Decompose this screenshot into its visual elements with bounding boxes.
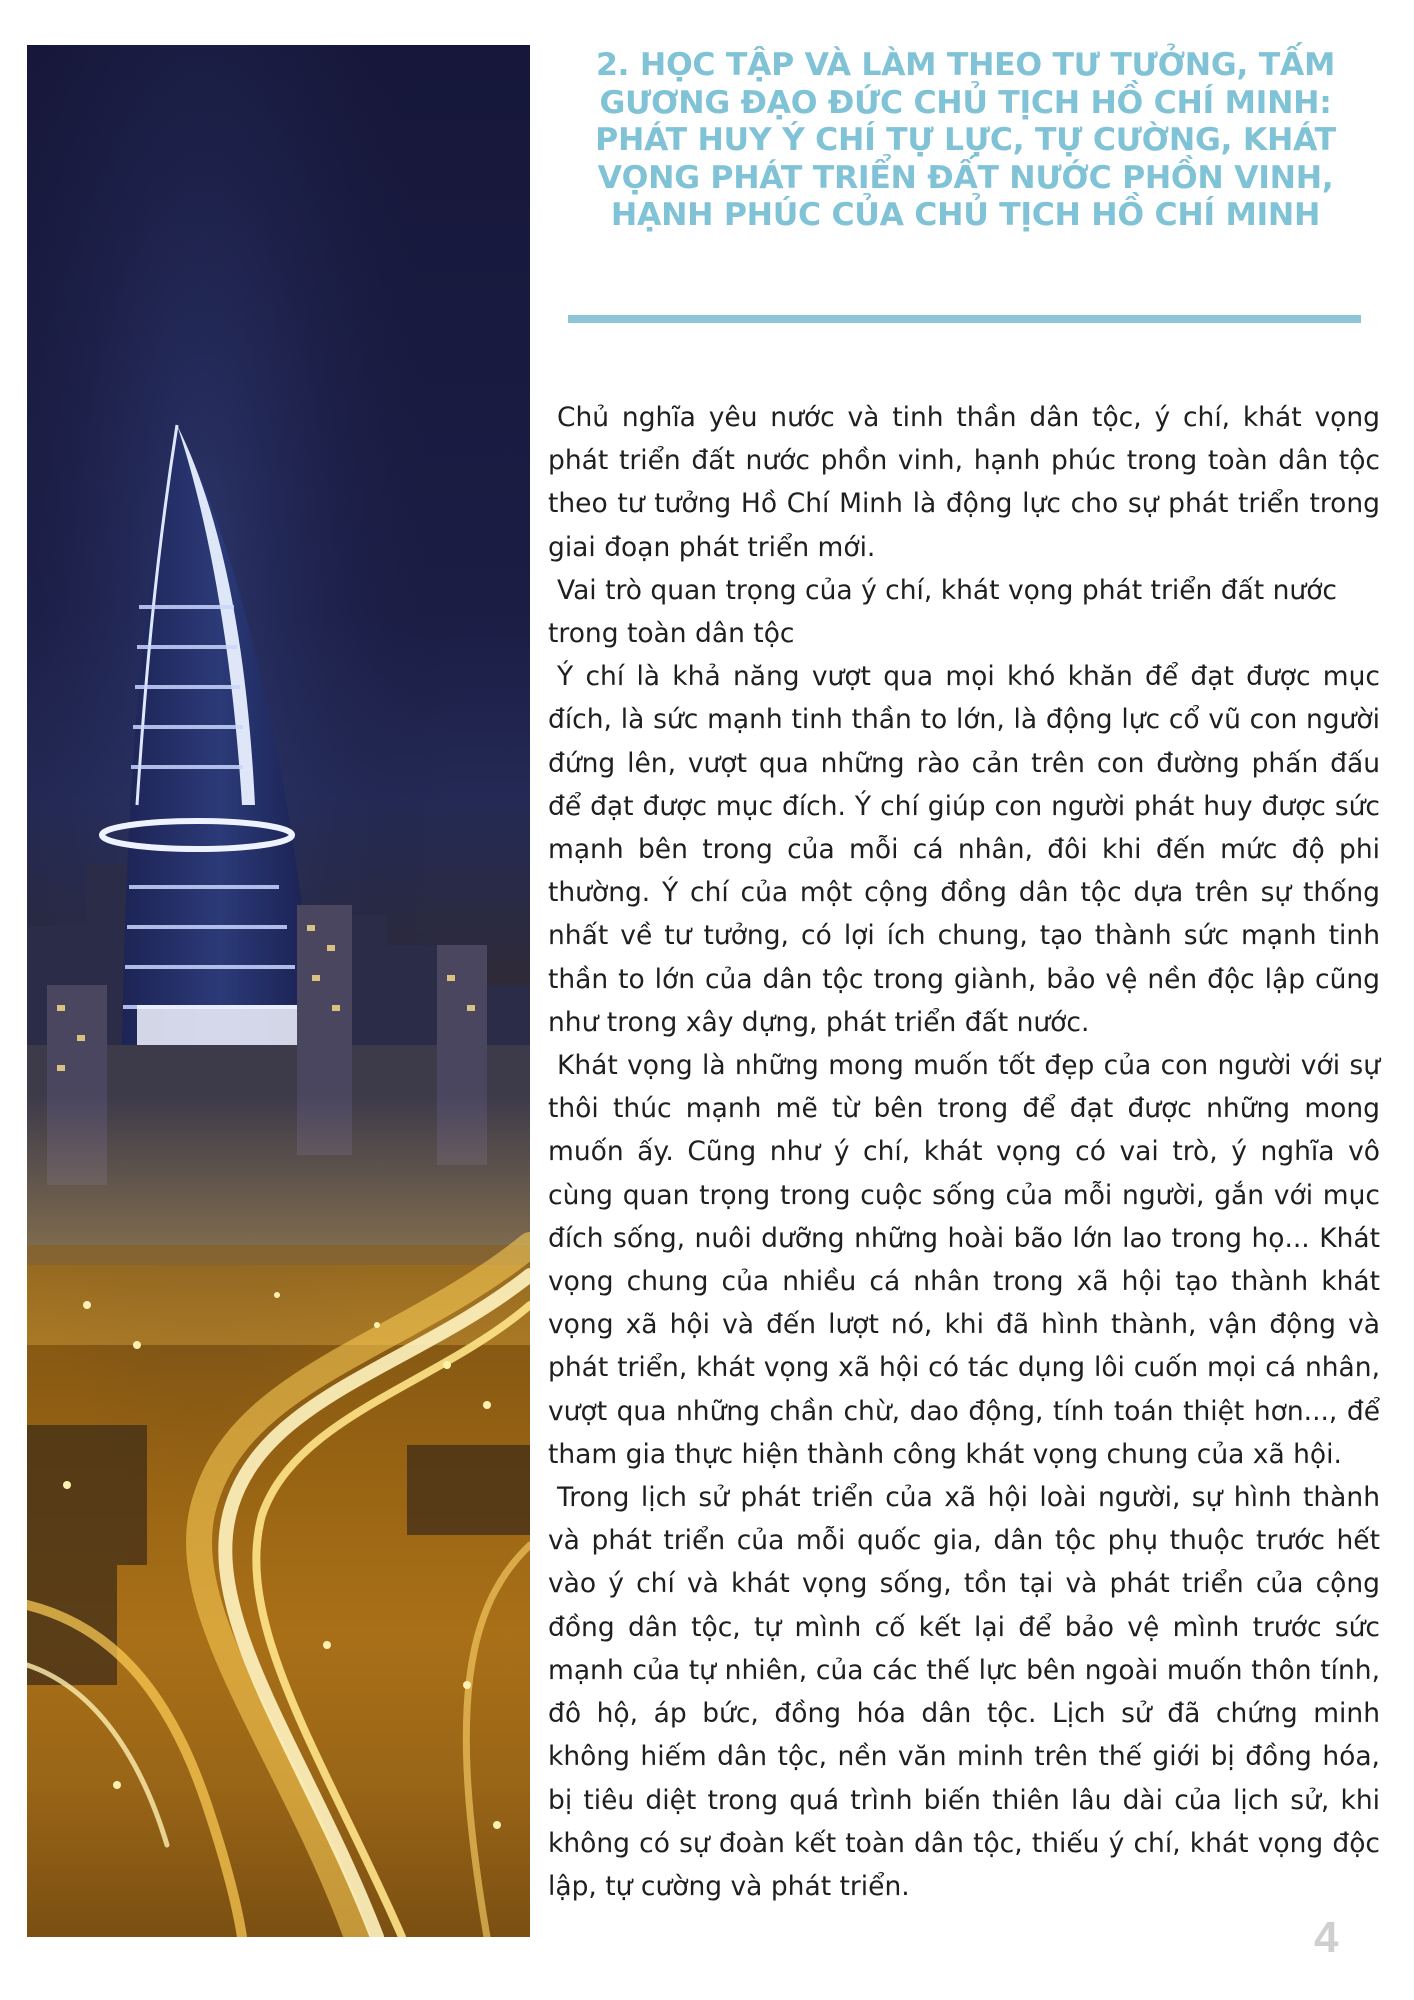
body-text	[548, 396, 1380, 1908]
heading-divider	[568, 315, 1361, 323]
paragraph: Chủ nghĩa yêu nước và tinh thần dân tộc, ý chí, khát vọng phát triển đất nước phồn vinh, hạnh phúc trong toàn dân tộc theo tư tưởng Hồ Chí Minh là động lực cho sự phát triển trong giai đoạn phát triển mới.	[548, 402, 1380, 563]
section-heading: 2. HỌC TẬP VÀ LÀM THEO TƯ TƯỞNG, TẤM GƯƠNG ĐẠO ĐỨC CHỦ TỊCH HỒ CHÍ MINH: PHÁT HUY Ý CHÍ TỰ LỰC, TỰ CƯỜNG, KHÁT VỌNG PHÁT TRIỂN ĐẤT NƯỚC PHỒN VINH, HẠNH PHÚC CỦA CHỦ TỊCH HỒ CHÍ MINH	[595, 47, 1336, 233]
city-night-skyline-image	[27, 45, 530, 1937]
paragraph: Khát vọng là những mong muốn tốt đẹp của con người với sự thôi thúc mạnh mẽ từ bên trong để đạt được những mong muốn ấy. Cũng như ý chí, khát vọng có vai trò, ý nghĩa vô cùng quan trọng trong cuộc sống của mỗi người, gắn với mục đích sống, nuôi dưỡng những hoài bão lớn lao trong họ... Khát vọng chung của nhiều cá nhân trong xã hội tạo thành khát vọng xã hội và đến lượt nó, khi đã hình thành, vận động và phát triển, khát vọng xã hội có tác dụng lôi cuốn mọi cá nhân, vượt qua những chần chừ, dao động, tính toán thiệt hơn..., để tham gia thực hiện thành công khát vọng chung của xã hội.	[548, 1050, 1380, 1470]
paragraph: Ý chí là khả năng vượt qua mọi khó khăn để đạt được mục đích, là sức mạnh tinh thần to lớn, là động lực cổ vũ con người đứng lên, vượt qua những rào cản trên con đường phấn đấu để đạt được mục đích. Ý chí giúp con người phát huy được sức mạnh bên trong của mỗi cá nhân, đôi khi đến mức độ phi thường. Ý chí của một cộng đồng dân tộc dựa trên sự thống nhất về tư tưởng, có lợi ích chung, tạo thành sức mạnh tinh thần to lớn của dân tộc trong giành, bảo vệ nền độc lập cũng như trong xây dựng, phát triển đất nước.	[548, 661, 1380, 1038]
paragraph: Vai trò quan trọng của ý chí, khát vọng phát triển đất nước trong toàn dân tộc	[548, 574, 1337, 650]
paragraph: Trong lịch sử phát triển của xã hội loài người, sự hình thành và phát triển của mỗi quốc gia, dân tộc phụ thuộc trước hết vào ý chí và khát vọng sống, tồn tại và phát triển của cộng đồng dân tộc, tự mình cố kết lại để bảo vệ mình trước sức mạnh của tự nhiên, của các thế lực bên ngoài muốn thôn tính, đô hộ, áp bức, đồng hóa dân tộc. Lịch sử đã chứng minh không hiếm dân tộc, nền văn minh trên thế giới bị đồng hóa, bị tiêu diệt trong quá trình biến thiên lâu dài của lịch sử, khi không có sự đoàn kết toàn dân tộc, thiếu ý chí, khát vọng độc lập, tự cường và phát triển.	[548, 1482, 1380, 1902]
page-number: 4	[1314, 1913, 1339, 1962]
